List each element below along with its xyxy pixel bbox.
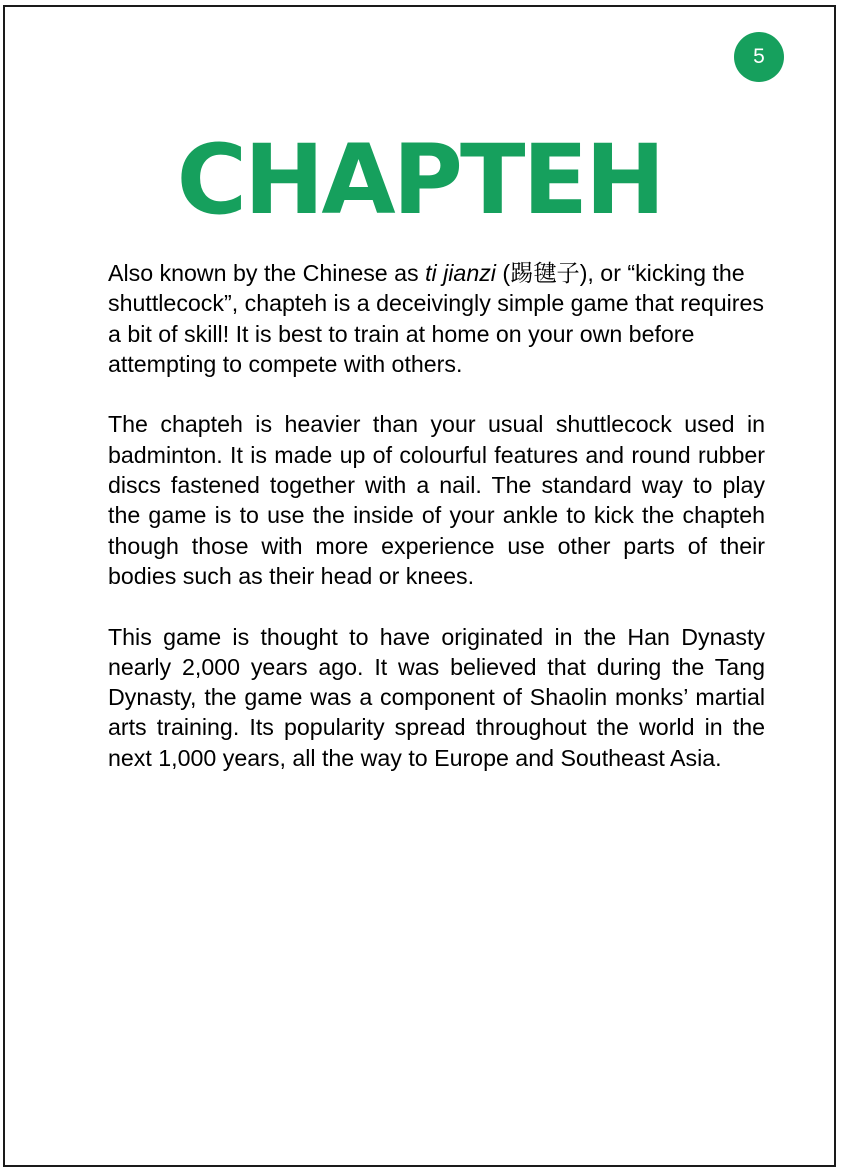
document-page [3, 5, 836, 1167]
chinese-characters: (踢毽子) [495, 260, 588, 286]
chinese-name-italic: ti jianzi [425, 260, 496, 286]
paragraph-1-intro: Also known by the Chinese as [108, 260, 426, 286]
page-number-badge: 5 [734, 32, 784, 82]
page-title: CHAPTEH [176, 124, 663, 236]
paragraph-3: This game is thought to have originated in the Han Dynasty nearly 2,000 years ago. It was believed that during the Tang Dynasty, the game was a component of Shaolin monks’ martial arts training. Its popularity spread throughout the world in the next 1,000 years, all the way to Europe and Southeast Asia. [108, 623, 765, 771]
paragraph-2: The chapteh is heavier than your usual shuttlecock used in badminton. It is made up of colourful features and round rubber discs fastened together with a nail. The standard way to play the game is to use the inside of your ankle to kick the chapteh though those with more experience use other parts of their bodies such as their head or knees. [108, 411, 765, 589]
body-text [108, 258, 765, 803]
paragraph-1-rest: , or “kicking the shuttlecock”, chapteh is a deceivingly simple game that requires a bit of skill! It is best to train at home on your own before attempting to compete with others. [108, 260, 765, 377]
paragraph-1 [108, 258, 765, 379]
